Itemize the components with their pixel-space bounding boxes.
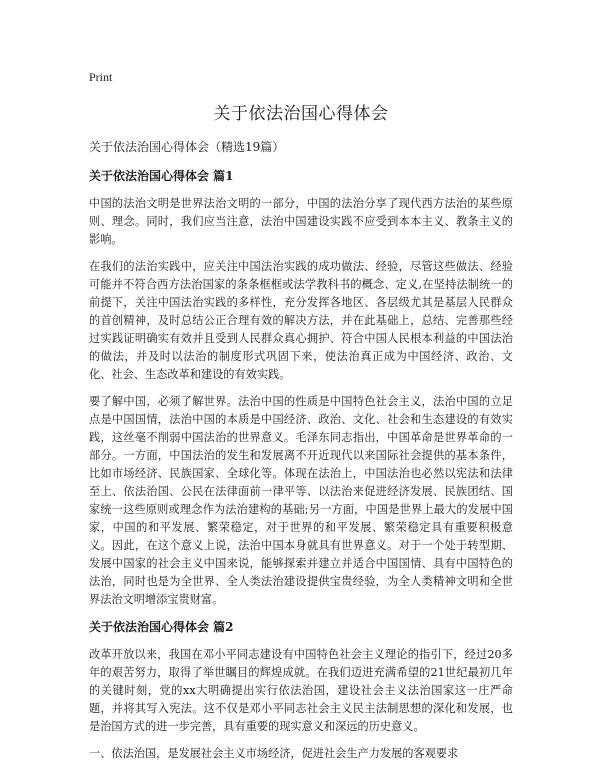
section-1-paragraph-3: 要了解中国，必须了解世界。法治中国的性质是中国特色社会主义，法治中国的立足点是中国国情，法治中国的本质是中国经济、政治、文化、社会和生态建设的有效实践，这丝毫不削弱中国法治的世界意义。毛泽东同志指出，中国革命是世界革命的一部分。一方面，中国法治的发生和发展离不开近现代以来国际社会提供的基本条件，比如市场经济、民族国家、全球化等。体现在法治上，中国法治也必然以宪法和法律至上、依法治国、公民在法律面前一律平等、以法治来促进经济发展、民族团结、国家统一这些原则或理念作为法治建构的基础;另一方面，中国是世界上最大的发展中国家，中国的和平发展、繁荣稳定，对于世界的和平发展、繁荣稳定具有重要积极意义。因此，在这个意义上说，法治中国本身就具有世界意义。对于一个处于转型期、发展中国家的社会主义中国来说，能够探索并建立并适合中国国情、具有中国特色的法治，同时也是为全世界、全人类法治建设提供宝贵经验，为全人类精神文明和全世界法治文明增添宝贵财富。 [89, 395, 513, 606]
print-link[interactable]: Print [89, 70, 113, 84]
document-page [89, 66, 513, 772]
section-2-paragraph-2: 一、依法治国，是发展社会主义市场经济，促进社会生产力发展的客观要求 [89, 747, 459, 760]
section-heading-1: 关于依法治国心得体会 篇1 [89, 169, 234, 183]
section-2-paragraph-1: 改革开放以来，我国在邓小平同志建设有中国特色社会主义理论的指引下，经过20多年的艰苦努力，取得了举世瞩目的辉煌成就。在我们迈进充满希望的21世纪最初几年的关键时刻，党的xx大明确提出实行依法治国，建设社会主义法治国家这一庄严命题，并将其写入宪法。这不仅是邓小平同志社会主义民主法制思想的深化和发展，也是治国方式的进一步完善，具有重要的现实意义和深远的历史意义。 [89, 648, 513, 733]
page-title: 关于依法治国心得体会 [213, 104, 389, 124]
section-1-paragraph-2: 在我们的法治实践中，应关注中国法治实践的成功做法、经验，尽管这些做法、经验可能并不符合西方法治国家的条条框框或法学教科书的概念、定义,在坚持法制统一的前提下，关注中国法治实践的多样性，充分发挥各地区、各层级尤其是基层人民群众的首创精神，及时总结公正合理有效的解决方法，并在此基础上，总结、完善那些经过实践证明确实有效并且受到人民群众真心拥护、符合中国人民根本利益的中国法治的做法，并及时以法治的制度形式巩固下来，使法治真正成为中国经济、政治、文化、社会、生态改革和建设的有效实践。 [89, 260, 513, 381]
section-1-paragraph-1: 中国的法治文明是世界法治文明的一部分，中国的法治分享了现代西方法治的某些原则、理念。同时，我们应当注意，法治中国建设实践不应受到本本主义、教条主义的影响。 [89, 197, 513, 246]
document-subtitle: 关于依法治国心得体会（精选19篇） [89, 140, 285, 154]
section-heading-2: 关于依法治国心得体会 篇2 [89, 620, 234, 634]
